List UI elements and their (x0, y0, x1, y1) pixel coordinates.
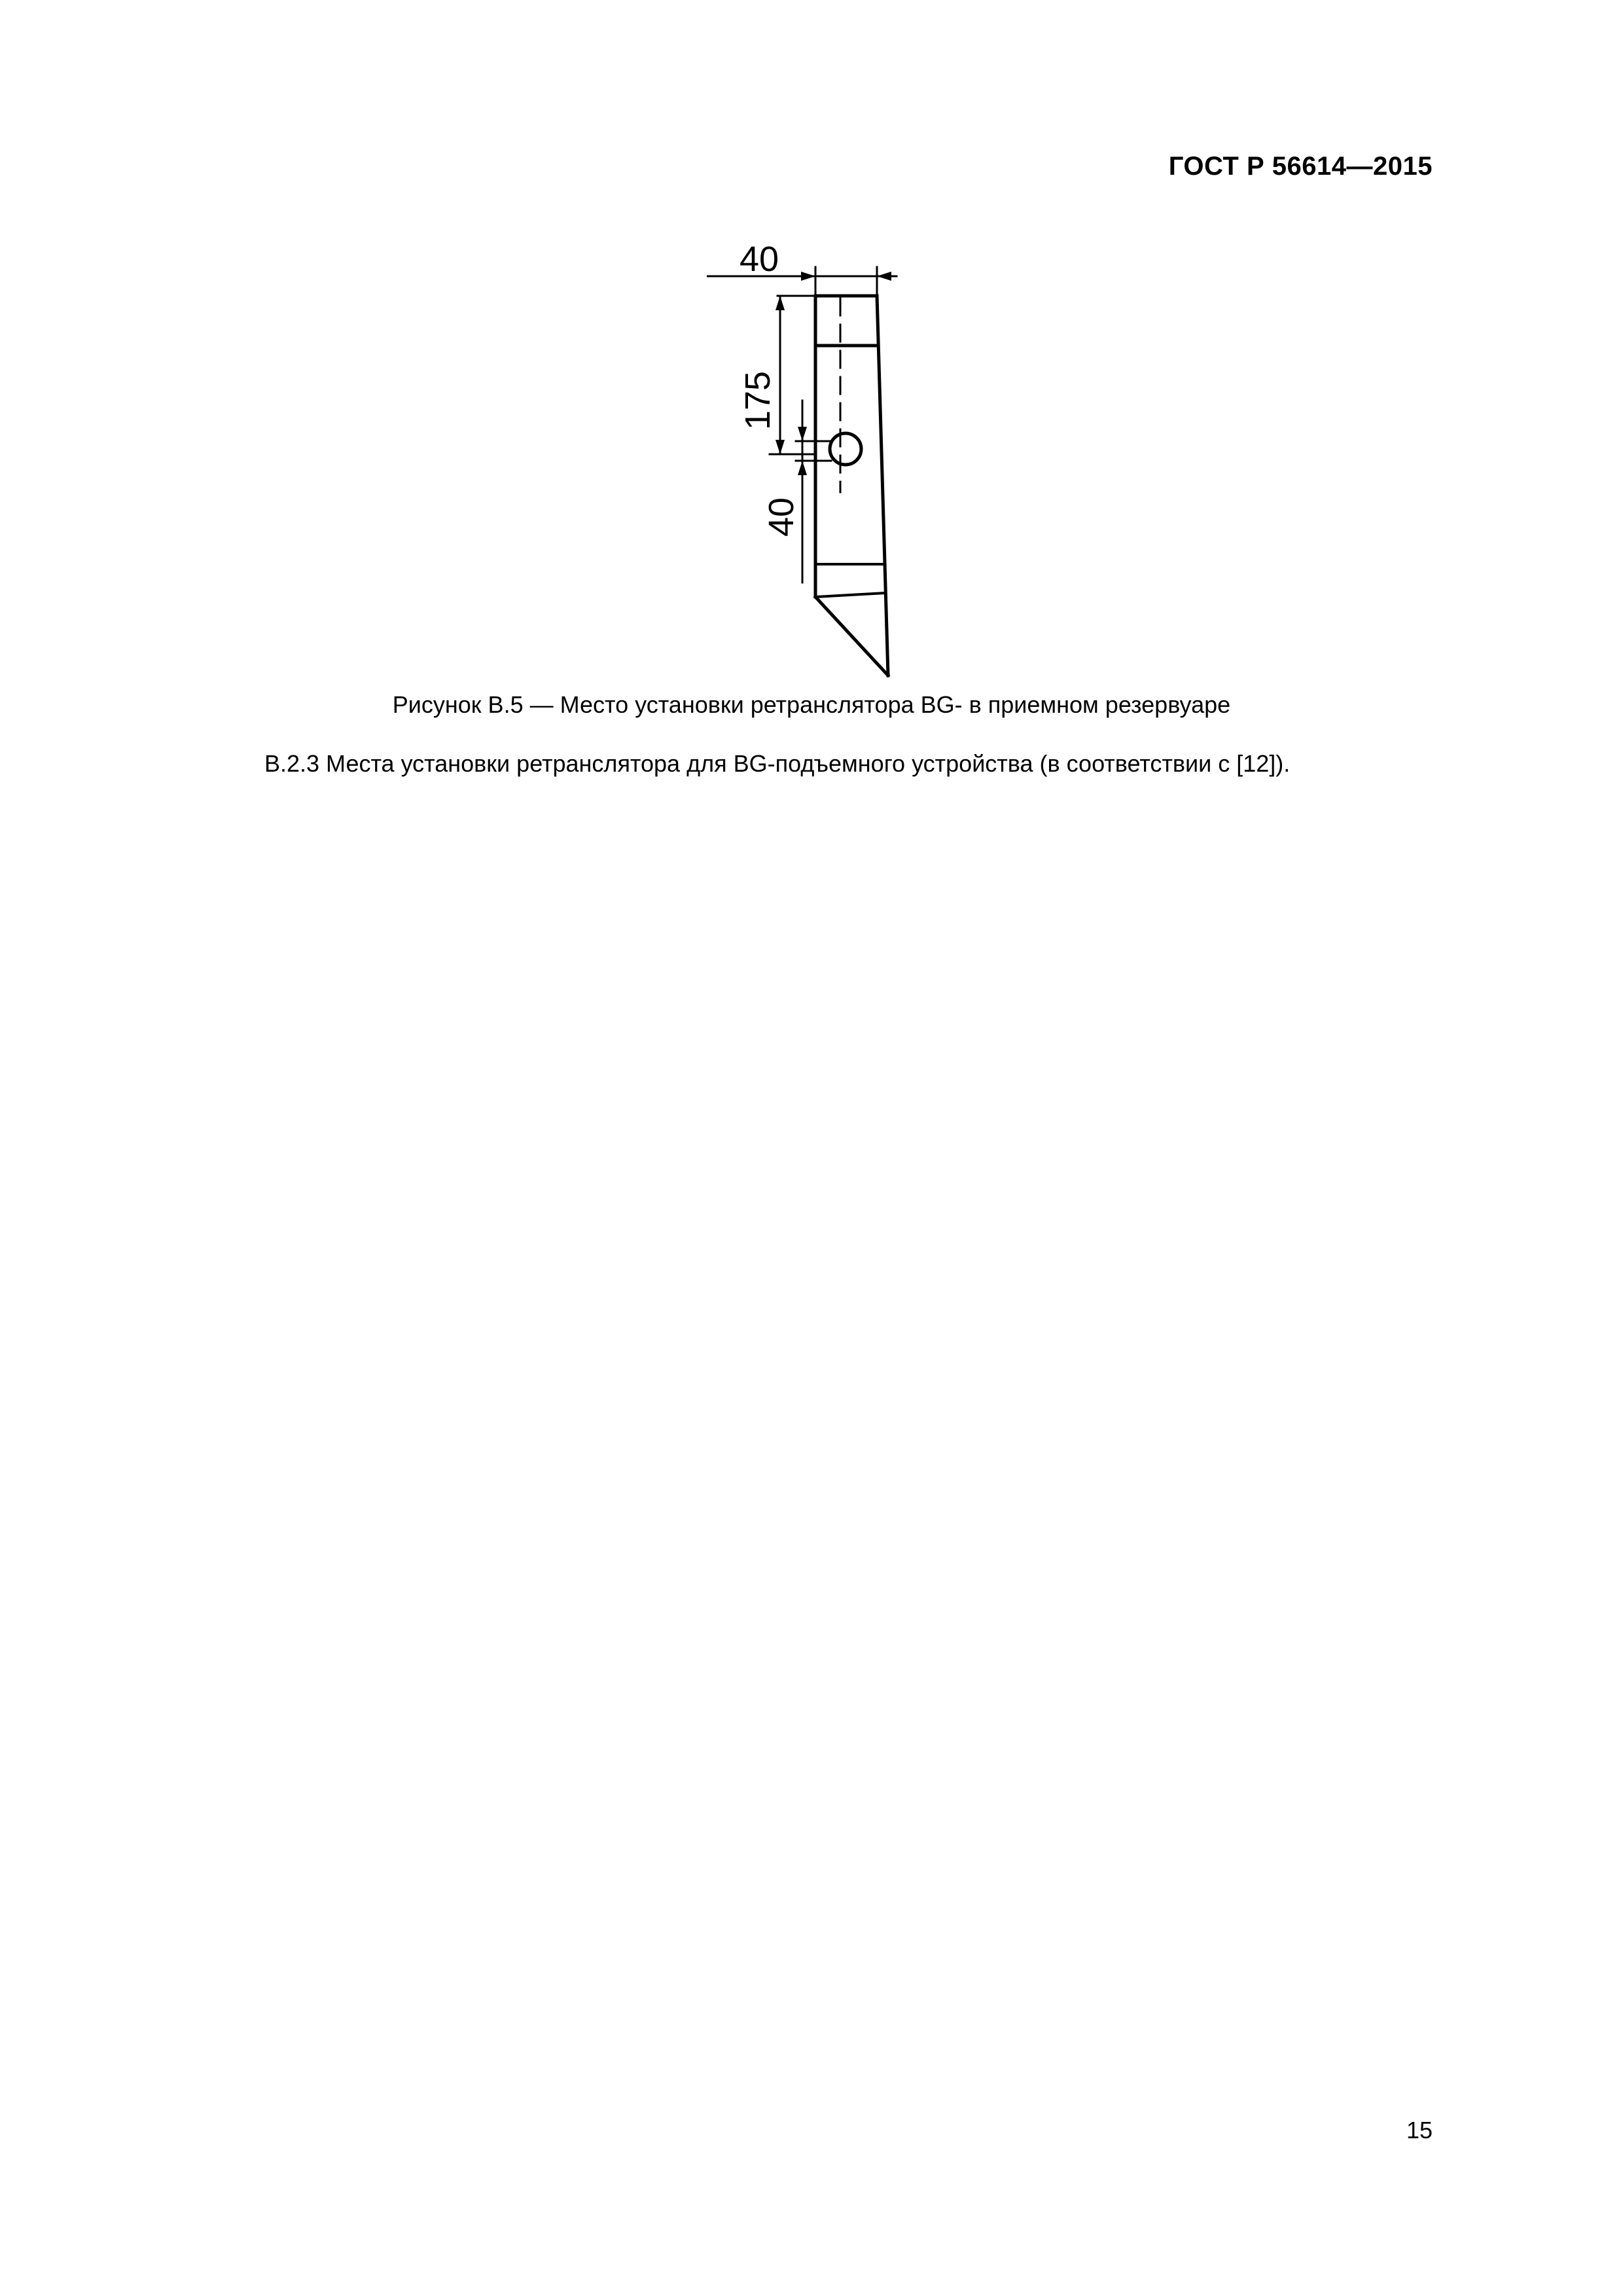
arrow-175-bottom (776, 440, 785, 454)
arrow-top-left (801, 272, 815, 281)
dim-label-175: 175 (738, 370, 777, 431)
body-bottom-edge (815, 593, 885, 597)
body-bevel-edge (815, 597, 888, 675)
transponder-hole (830, 433, 861, 465)
body-paragraph: В.2.3 Места установки ретранслятора для BG-подъемного устройства (в соответствии с [12]). (264, 750, 1291, 777)
document-code-header: ГОСТ Р 56614—2015 (1168, 152, 1433, 181)
figure-caption: Рисунок В.5 — Место установки ретранслятора BG- в приемном резервуаре (392, 691, 1231, 718)
dim-label-hole: 40 (762, 497, 801, 537)
arrow-hole-top (798, 427, 807, 441)
dim-label-width: 40 (740, 240, 779, 279)
figure-transponder-location (707, 236, 916, 694)
arrow-175-top (776, 296, 785, 310)
technical-drawing (707, 236, 916, 694)
body-right-edge (877, 296, 888, 675)
page-number: 15 (1406, 2117, 1433, 2144)
arrow-top-right (877, 272, 891, 281)
arrow-hole-bottom (798, 461, 807, 475)
